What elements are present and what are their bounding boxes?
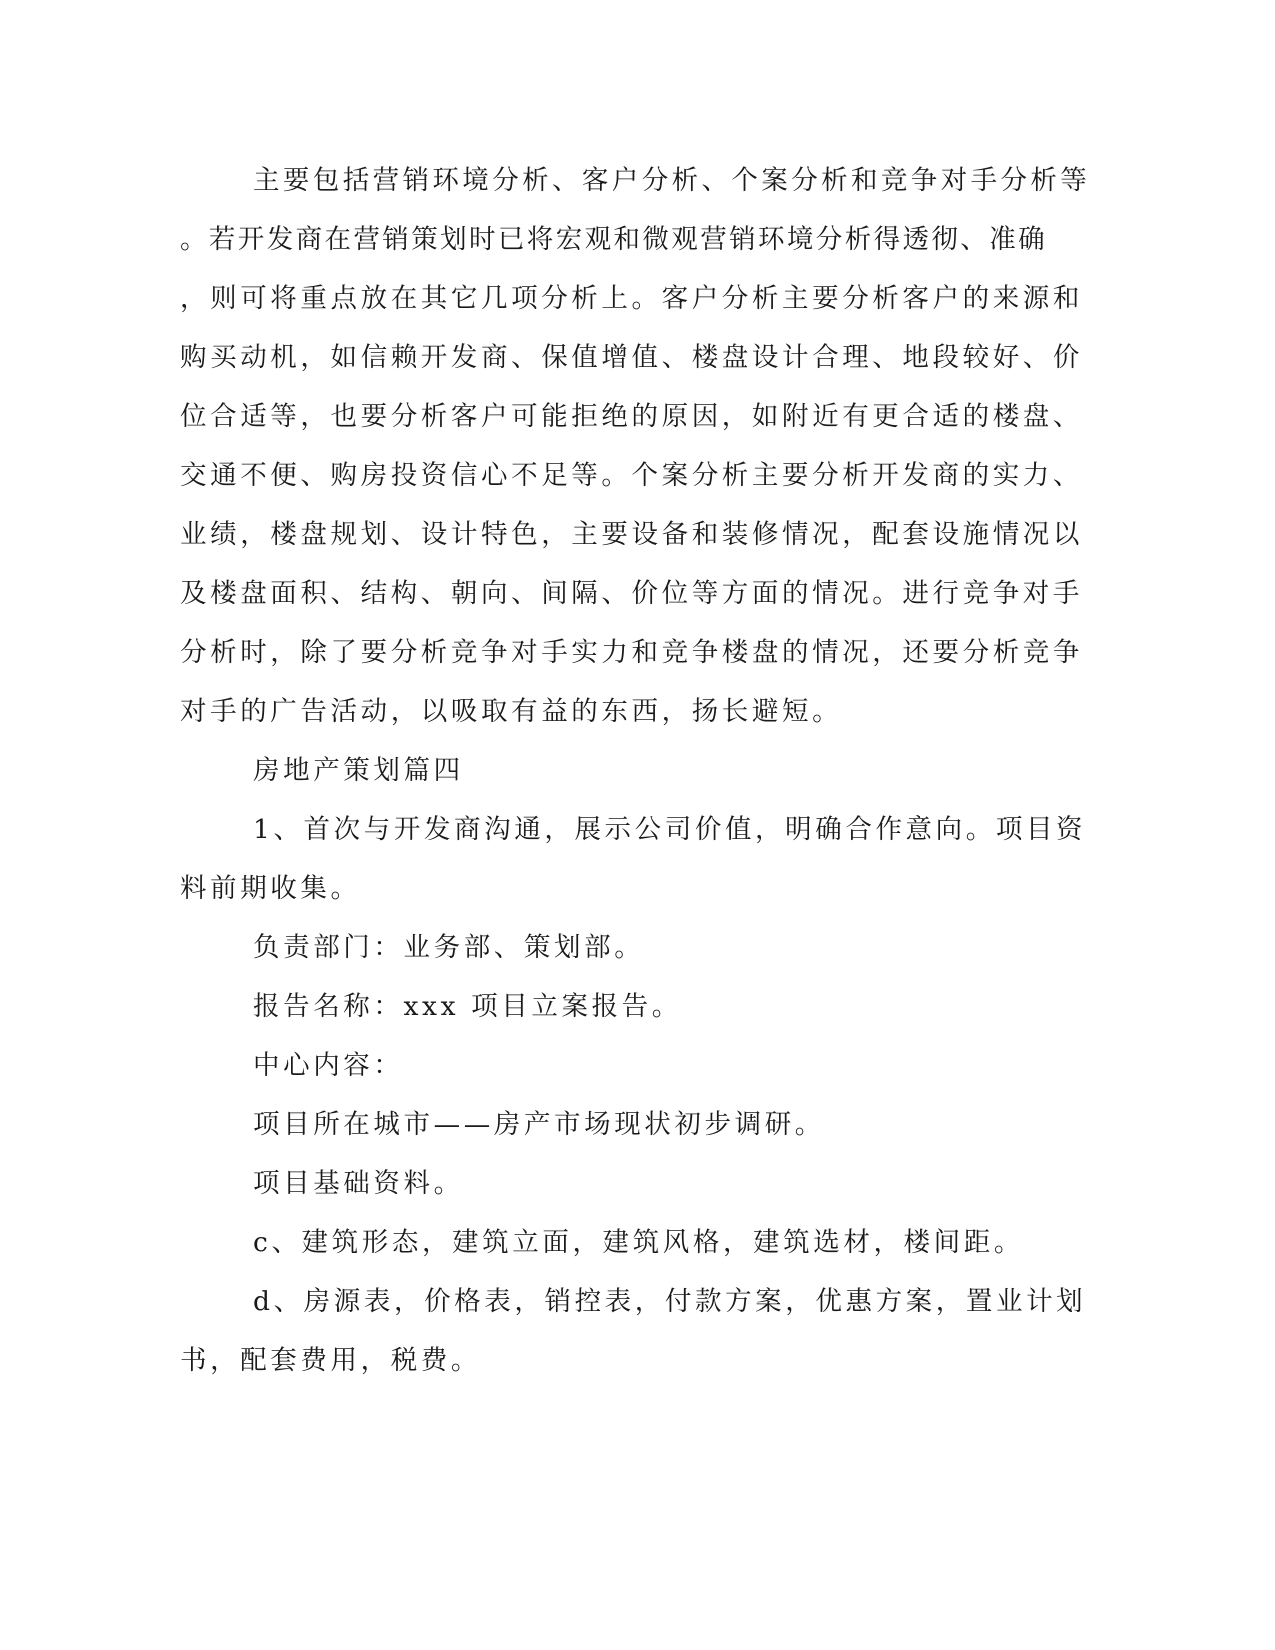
text-line: 业绩，楼盘规划、设计特色，主要设备和装修情况，配套设施情况以 [180, 519, 1083, 550]
text-line: 分析时，除了要分析竞争对手实力和竞争楼盘的情况，还要分析竞争 [180, 637, 1083, 668]
text-line: 中心内容： [253, 1050, 404, 1081]
section-heading: 房地产策划篇四 [253, 755, 464, 786]
text-line: 位合适等，也要分析客户可能拒绝的原因，如附近有更合适的楼盘、 [180, 401, 1083, 432]
text-line: 主要包括营销环境分析、客户分析、个案分析和竞争对手分析等 [253, 165, 1091, 196]
text-line: 1、首次与开发商沟通，展示公司价值，明确合作意向。项目资 [253, 814, 1087, 845]
text-line: 及楼盘面积、结构、朝向、间隔、价位等方面的情况。进行竞争对手 [180, 578, 1083, 609]
text-line: 负责部门：业务部、策划部。 [253, 932, 645, 963]
text-line: c、建筑形态，建筑立面，建筑风格，建筑选材，楼间距。 [253, 1227, 1024, 1258]
text-line: 书，配套费用，税费。 [180, 1345, 481, 1376]
text-line: ，则可将重点放在其它几项分析上。客户分析主要分析客户的来源和 [180, 283, 1083, 314]
text-line: 料前期收集。 [180, 873, 361, 904]
text-line: 项目所在城市——房产市场现状初步调研。 [253, 1109, 825, 1140]
text-line: 报告名称：xxx 项目立案报告。 [253, 991, 682, 1022]
text-line: d、房源表，价格表，销控表，付款方案，优惠方案，置业计划 [253, 1286, 1087, 1317]
text-line: 购买动机，如信赖开发商、保值增值、楼盘设计合理、地段较好、价 [180, 342, 1083, 373]
text-line: 对手的广告活动，以吸取有益的东西，扬长避短。 [180, 696, 843, 727]
text-line: 交通不便、购房投资信心不足等。个案分析主要分析开发商的实力、 [180, 460, 1083, 491]
text-line: 项目基础资料。 [253, 1168, 464, 1199]
text-line: 。若开发商在营销策划时已将宏观和微观营销环境分析得透彻、准确 [180, 224, 1047, 255]
